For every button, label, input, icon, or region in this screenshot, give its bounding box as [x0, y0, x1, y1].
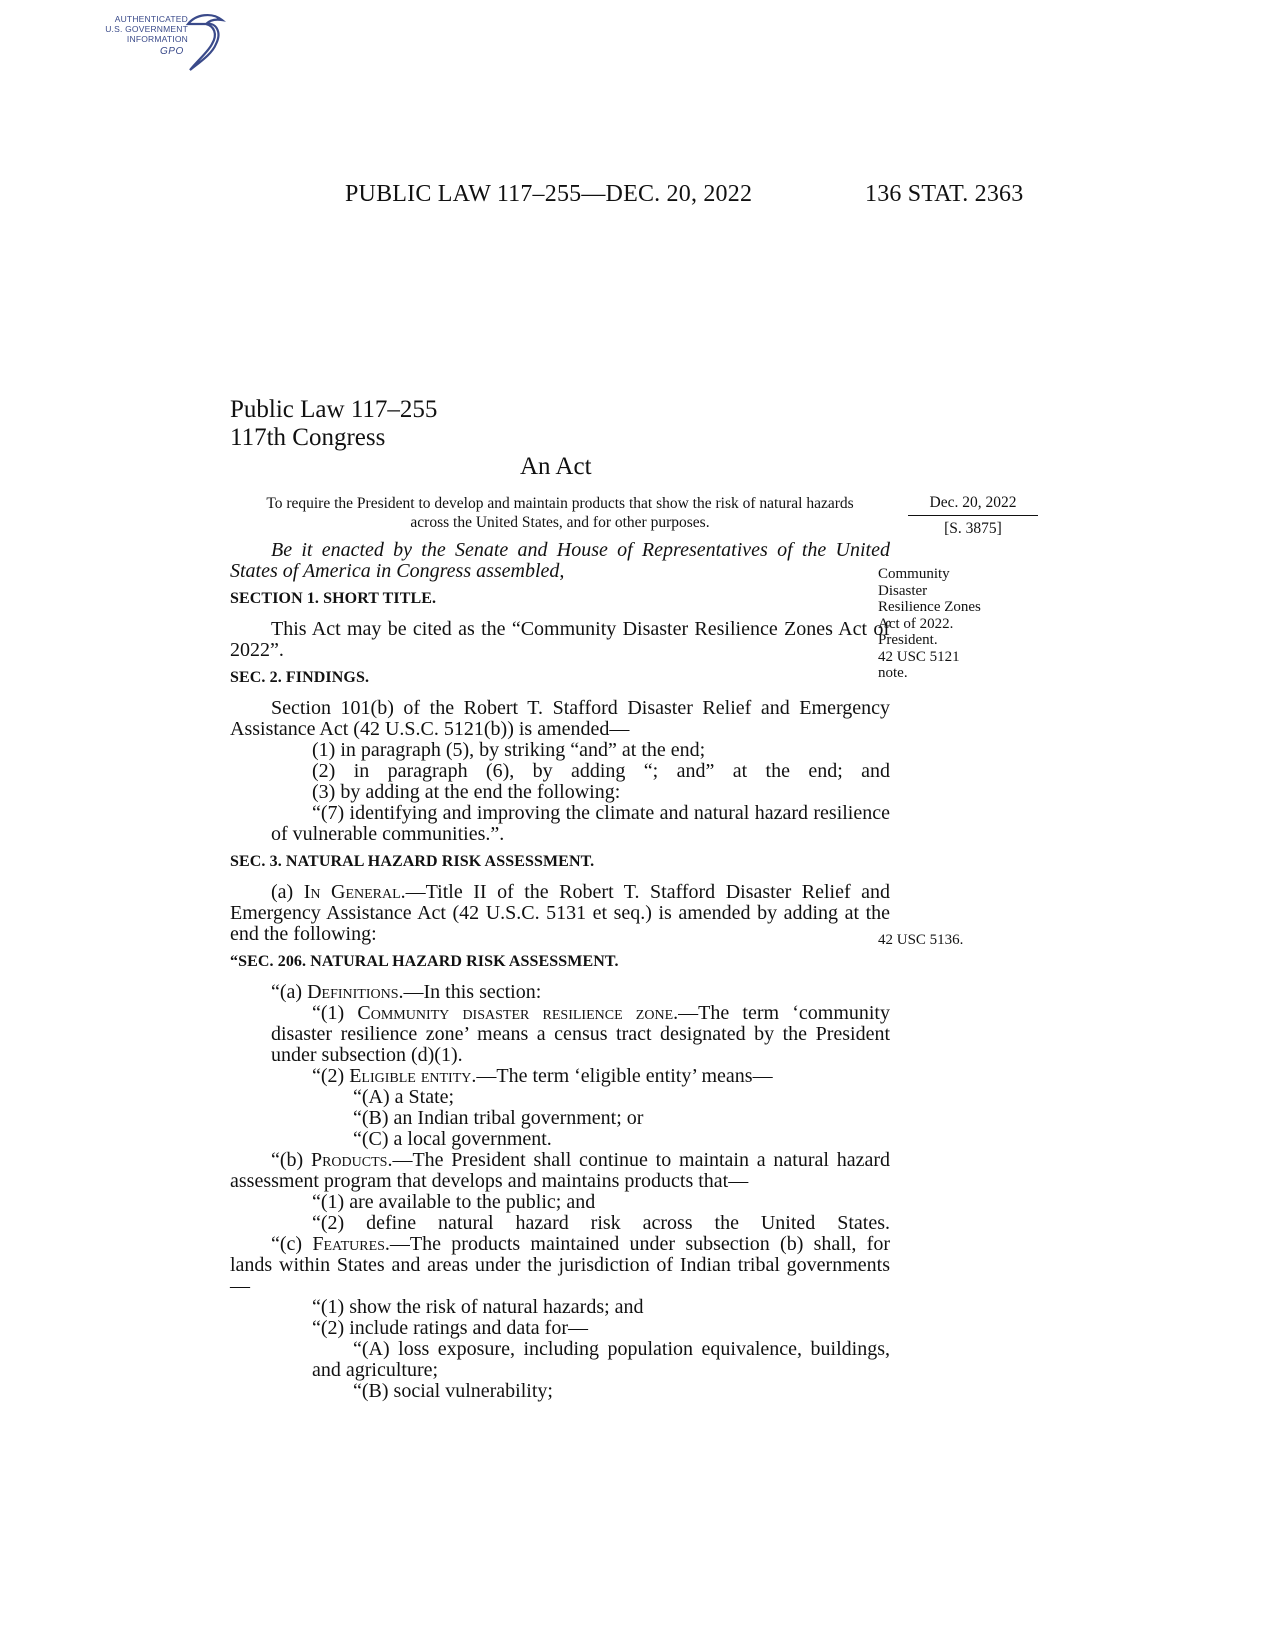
para-caption: Eligible entity	[349, 1065, 472, 1087]
para-label: “(c)	[271, 1233, 313, 1255]
section-2-item-1: (1) in paragraph (5), by striking “and” at the end;	[312, 739, 706, 761]
sec206-b1: “(1) are available to the public; and	[312, 1191, 596, 1213]
para-text: .—The President shall continue to maintain a natural hazard assessment program that develops and maintains products that—	[230, 1149, 890, 1192]
para-label: “(1)	[312, 1002, 358, 1024]
sec206-a2A: “(A) a State;	[353, 1086, 455, 1108]
sec206-a2C: “(C) a local government.	[353, 1128, 552, 1150]
margin-date-block	[908, 494, 1038, 538]
margin-note-usc: 42 USC 5136.	[878, 932, 964, 948]
sec206-b	[230, 1150, 890, 1192]
congress: 117th Congress	[230, 424, 386, 451]
sec206-a2B: “(B) an Indian tribal government; or	[353, 1107, 644, 1129]
margin-note-line: Community	[878, 566, 950, 582]
sec206-a1	[230, 1003, 890, 1066]
sec206-c2B: “(B) social vulnerability;	[353, 1380, 553, 1402]
sec206-a2	[230, 1066, 890, 1087]
para-caption: Definitions	[307, 981, 399, 1003]
para-label: (a)	[271, 881, 304, 903]
section-2-item-2: (2) in paragraph (6), by adding “; and” at the end; and	[312, 760, 890, 782]
margin-note-line: President.	[878, 632, 938, 648]
para-label: “(b)	[271, 1149, 311, 1171]
law-number: Public Law 117–255	[230, 396, 438, 423]
section-3-heading: SEC. 3. NATURAL HAZARD RISK ASSESSMENT.	[230, 853, 595, 870]
section-3a	[230, 882, 890, 945]
para-caption: In General	[303, 881, 401, 903]
margin-note-line: Resilience Zones	[878, 599, 981, 615]
law-body	[230, 540, 890, 1402]
para-text: .—The products maintained under subsection (b) shall, for lands within States and areas under the jurisdiction of Indian tribal governments—	[230, 1233, 890, 1297]
eagle-icon	[182, 10, 232, 80]
margin-note-line: 42 USC 5121	[878, 648, 960, 665]
seal-text	[92, 14, 188, 44]
margin-note-line: Act of 2022.	[878, 615, 954, 632]
para-text: .—Title II of the Robert T. Stafford Disaster Relief and Emergency Assistance Act (42 U.S.C. 5131 et seq.) is amended by adding at the end the following:	[230, 881, 890, 945]
margin-note-line: Disaster	[878, 582, 928, 599]
sec206-a	[230, 982, 890, 1003]
section-2-item-4: “(7) identifying and improving the climate and natural hazard resilience of vulnerable communities.”.	[271, 802, 890, 845]
sec206-c2A: “(A) loss exposure, including population equivalence, buildings, and agriculture;	[312, 1338, 890, 1381]
para-caption: Features	[312, 1233, 385, 1255]
act-purpose: To require the President to develop and maintain products that show the risk of natural hazards across the United States, and for other purposes.	[266, 495, 854, 531]
section-1-heading: SECTION 1. SHORT TITLE.	[230, 590, 437, 607]
running-header-stat: 136 STAT. 2363	[865, 181, 1024, 207]
para-caption: Community disaster resilience zone	[357, 1002, 674, 1024]
para-text: .—The term ‘community disaster resilience zone’ means a census tract designated by the President under subsection (d)(1).	[271, 1002, 890, 1066]
seal-line-1: AUTHENTICATED	[114, 14, 188, 24]
enacting-clause: Be it enacted by the Senate and House of Representatives of the United States of America in Congress assembled,	[230, 539, 890, 582]
margin-rule	[908, 515, 1038, 516]
seal-mark: GPO	[160, 46, 184, 57]
para-label: “(2)	[312, 1065, 350, 1087]
running-header-title: PUBLIC LAW 117–255—DEC. 20, 2022	[345, 181, 753, 207]
law-identification	[230, 396, 437, 452]
section-2-heading: SEC. 2. FINDINGS.	[230, 669, 370, 686]
para-caption: Products	[310, 1149, 388, 1171]
seal-line-2: U.S. GOVERNMENT	[105, 24, 188, 34]
para-text: .—In this section:	[398, 981, 542, 1003]
gpo-seal	[92, 10, 232, 80]
section-2-item-3: (3) by adding at the end the following:	[312, 781, 621, 803]
sec206-c	[230, 1234, 890, 1297]
margin-note-short-title	[878, 566, 981, 682]
margin-note-line: note.	[878, 665, 908, 681]
enactment-date: Dec. 20, 2022	[929, 494, 1017, 511]
section-206-heading: “SEC. 206. NATURAL HAZARD RISK ASSESSMENT.	[230, 953, 619, 970]
para-label: “(a)	[271, 981, 308, 1003]
bill-number: [S. 3875]	[944, 520, 1002, 537]
sec206-b2: “(2) define natural hazard risk across the United States.	[312, 1212, 890, 1234]
section-1-text: This Act may be cited as the “Community Disaster Resilience Zones Act of 2022”.	[230, 618, 890, 661]
sec206-c1: “(1) show the risk of natural hazards; and	[312, 1296, 644, 1318]
section-2-text: Section 101(b) of the Robert T. Stafford Disaster Relief and Emergency Assistance Act (42 U.S.C. 5121(b)) is amended—	[230, 697, 890, 740]
para-text: .—The term ‘eligible entity’ means—	[471, 1065, 773, 1087]
act-heading: An Act	[520, 453, 592, 480]
sec206-c2: “(2) include ratings and data for—	[312, 1317, 589, 1339]
seal-line-3: INFORMATION	[126, 34, 188, 44]
